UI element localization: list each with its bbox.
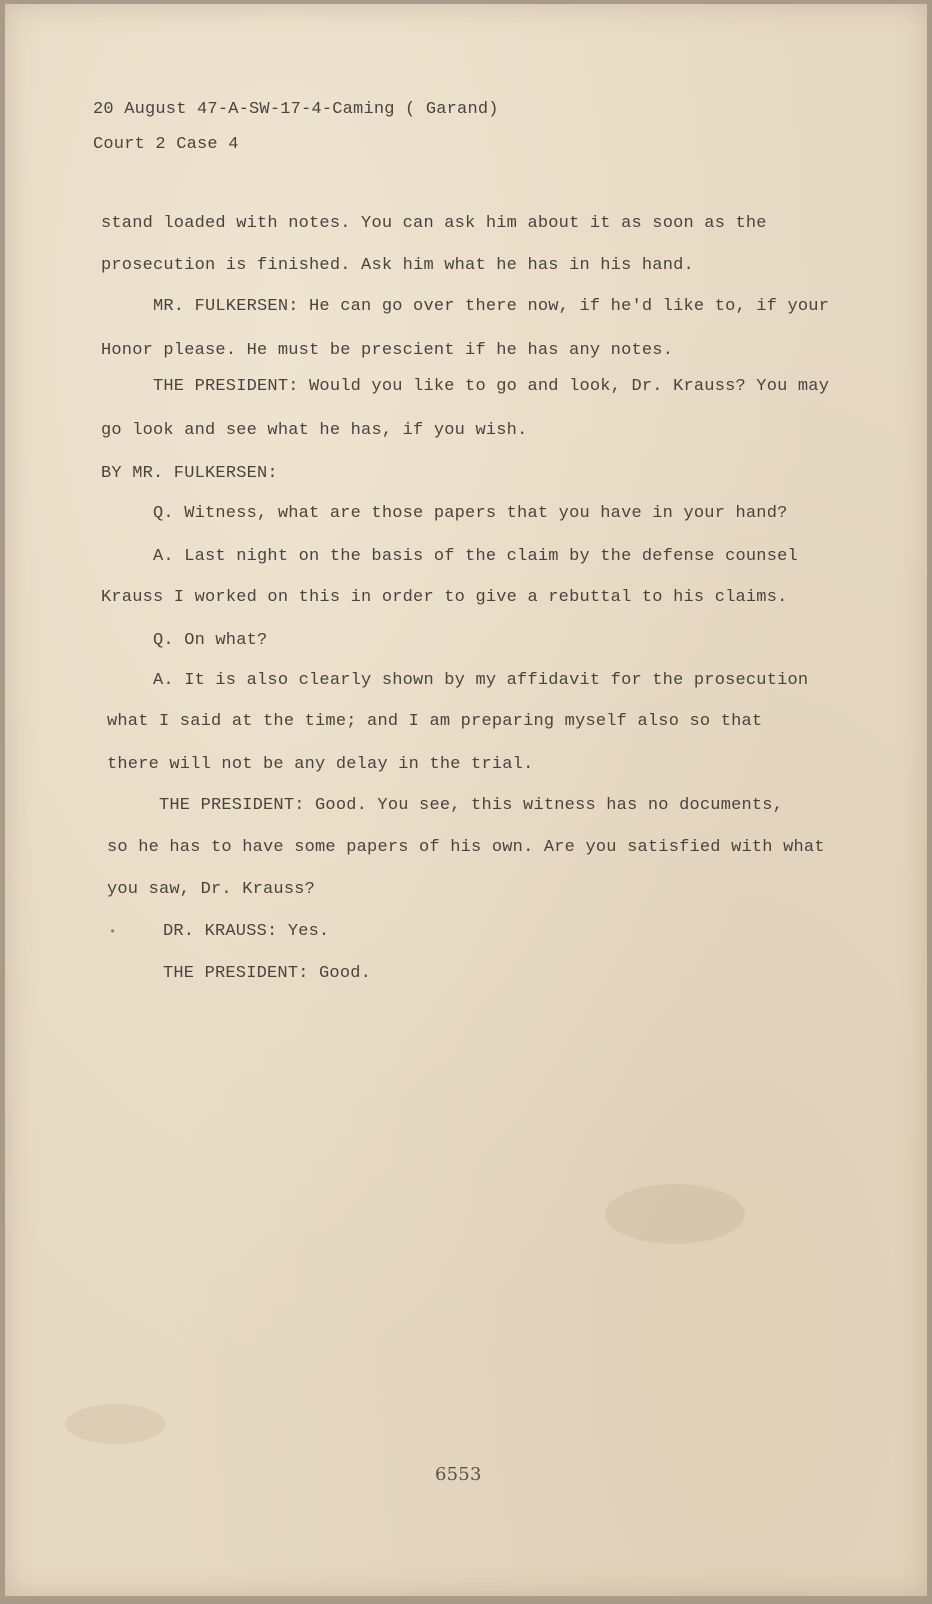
transcript-line: A. It is also clearly shown by my affidavit for the prosecution <box>153 671 809 690</box>
paper-stain <box>65 1404 165 1444</box>
transcript-line: THE PRESIDENT: Would you like to go and look, Dr. Krauss? You may <box>153 377 830 396</box>
transcript-line: Honor please. He must be prescient if he has any notes. <box>101 341 674 360</box>
transcript-line: MR. FULKERSEN: He can go over there now, if he'd like to, if your <box>153 297 830 316</box>
transcript-line: DR. KRAUSS: Yes. <box>163 922 330 941</box>
transcript-line: THE PRESIDENT: Good. <box>163 964 372 983</box>
transcript-line: THE PRESIDENT: Good. You see, this witness has no documents, <box>159 796 784 815</box>
header-court-case: Court 2 Case 4 <box>93 135 239 154</box>
document-page <box>5 4 927 1596</box>
header-date-case-reference: 20 August 47-A-SW-17-4-Caming ( Garand) <box>93 100 499 119</box>
page-number: 6553 <box>435 1464 482 1485</box>
transcript-line: stand loaded with notes. You can ask him about it as soon as the <box>101 214 767 233</box>
transcript-line: Krauss I worked on this in order to give a rebuttal to his claims. <box>101 588 788 607</box>
transcript-line: you saw, Dr. Krauss? <box>107 880 316 899</box>
paper-stain <box>605 1184 745 1244</box>
transcript-line: prosecution is finished. Ask him what he has in his hand. <box>101 256 694 275</box>
transcript-line: A. Last night on the basis of the claim by the defense counsel <box>153 547 798 566</box>
transcript-line: there will not be any delay in the trial. <box>107 755 534 774</box>
margin-mark: • <box>109 925 117 939</box>
examination-heading: BY MR. FULKERSEN: <box>101 464 278 483</box>
transcript-line: Q. On what? <box>153 631 268 650</box>
transcript-line: go look and see what he has, if you wish. <box>101 421 528 440</box>
transcript-line: so he has to have some papers of his own. Are you satisfied with what <box>107 838 825 857</box>
transcript-line: Q. Witness, what are those papers that you have in your hand? <box>153 504 788 523</box>
transcript-line: what I said at the time; and I am preparing myself also so that <box>107 712 763 731</box>
